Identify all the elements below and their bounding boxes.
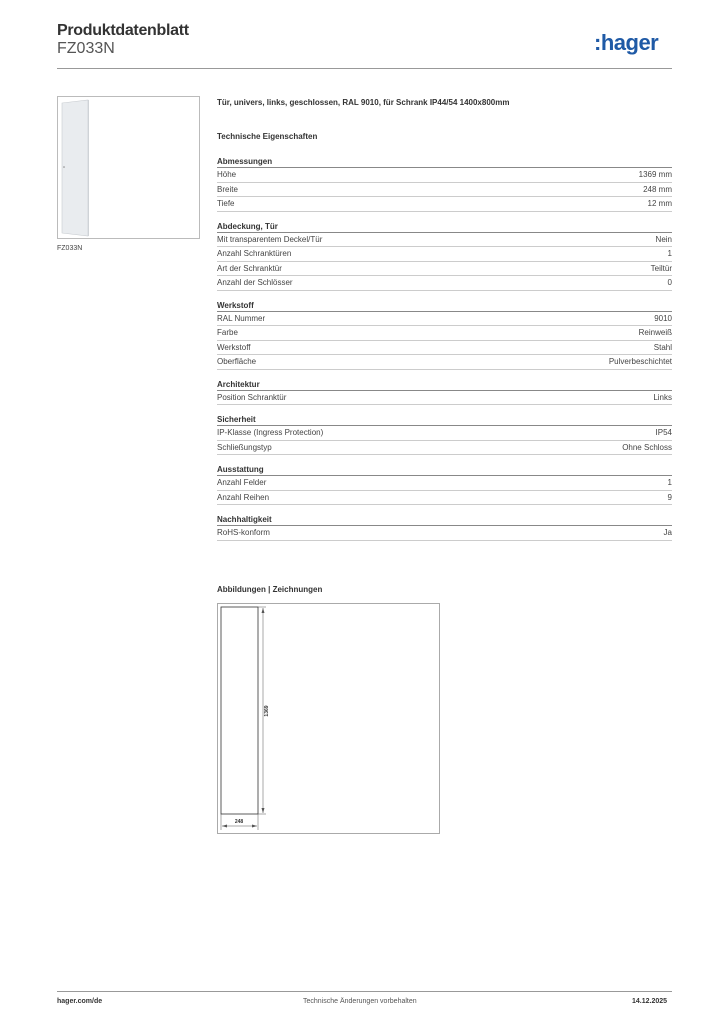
footer-date: 14.12.2025 [632, 998, 668, 1005]
footer-divider [57, 991, 672, 992]
group-title: Abdeckung, Tür [217, 221, 672, 233]
property-row [217, 426, 672, 441]
property-group [217, 464, 672, 505]
property-row [217, 441, 672, 456]
property-group [217, 514, 672, 541]
product-description: Tür, univers, links, geschlossen, RAL 9010, für Schrank IP44/54 1400x800mm [217, 98, 510, 107]
property-label: Art der Schranktür [217, 263, 282, 273]
property-label: RoHS-konform [217, 528, 270, 537]
property-label: Breite [217, 184, 238, 194]
property-label: Höhe [217, 170, 237, 179]
dimension-drawing [218, 604, 439, 833]
property-row [217, 233, 672, 248]
property-value: Reinweiß [638, 328, 672, 337]
property-group [217, 300, 672, 370]
property-label: Mit transparentem Deckel/Tür [217, 234, 323, 244]
property-row [217, 491, 672, 506]
hager-logo [594, 30, 674, 56]
property-value: 12 mm [647, 199, 672, 208]
group-title: Abmessungen [217, 156, 672, 168]
properties-table [217, 156, 672, 550]
property-label: Position Schranktür [217, 392, 287, 402]
property-row [217, 276, 672, 291]
width-dimension-label: 248 [234, 819, 244, 825]
property-label: Tiefe [217, 199, 235, 208]
property-row [217, 476, 672, 491]
property-row [217, 326, 672, 341]
group-title: Werkstoff [217, 300, 672, 312]
property-value: Stahl [653, 342, 672, 352]
group-title: Nachhaltigkeit [217, 514, 672, 526]
property-group [217, 379, 672, 406]
property-label: Anzahl der Schlösser [217, 278, 293, 287]
property-row [217, 341, 672, 356]
property-label: IP-Klasse (Ingress Protection) [217, 428, 324, 437]
property-value: 9010 [654, 313, 672, 323]
property-label: Anzahl Schranktüren [217, 249, 292, 258]
property-row [217, 391, 672, 406]
figures-label: Abbildungen | Zeichnungen [217, 585, 323, 594]
property-value: 9 [667, 492, 672, 502]
property-label: Anzahl Reihen [217, 492, 270, 502]
property-label: RAL Nummer [217, 313, 266, 323]
header-divider [57, 68, 672, 69]
product-thumbnail [57, 96, 200, 239]
property-value: Teiltür [650, 263, 672, 273]
property-value: Ja [663, 528, 672, 537]
property-label: Schließungstyp [217, 442, 272, 452]
property-value: 0 [667, 278, 672, 287]
property-value: Ohne Schloss [622, 442, 672, 452]
property-label: Anzahl Felder [217, 478, 267, 487]
property-row [217, 312, 672, 327]
thumbnail-caption: FZ033N [57, 245, 83, 252]
property-label: Oberfläche [217, 357, 257, 366]
logo-text: :hager [594, 30, 659, 55]
page-title: Produktdatenblatt [57, 22, 189, 39]
property-value: Nein [655, 234, 672, 244]
height-dimension-label: 1369 [264, 705, 270, 717]
property-value: IP54 [655, 428, 672, 437]
property-row [217, 168, 672, 183]
footer-notice: Technische Änderungen vorbehalten [303, 998, 417, 1005]
product-code: FZ033N [57, 40, 115, 57]
property-label: Farbe [217, 328, 238, 337]
drawing-box [217, 603, 440, 834]
property-row [217, 197, 672, 212]
property-row [217, 355, 672, 370]
group-title: Ausstattung [217, 464, 672, 476]
property-row [217, 526, 672, 541]
property-row [217, 262, 672, 277]
property-value: 1369 mm [638, 170, 672, 179]
property-row [217, 247, 672, 262]
group-title: Sicherheit [217, 414, 672, 426]
property-group [217, 156, 672, 212]
property-label: Werkstoff [217, 342, 251, 352]
property-group [217, 414, 672, 455]
property-row [217, 183, 672, 198]
property-value: 248 mm [643, 184, 672, 194]
property-value: Links [653, 392, 672, 402]
property-value: 1 [667, 478, 672, 487]
footer-website[interactable]: hager.com/de [57, 998, 103, 1005]
property-value: 1 [667, 249, 672, 258]
property-group [217, 221, 672, 291]
door-image [58, 97, 199, 238]
group-title: Architektur [217, 379, 672, 391]
section-label: Technische Eigenschaften [217, 132, 318, 141]
property-value: Pulverbeschichtet [608, 357, 672, 366]
